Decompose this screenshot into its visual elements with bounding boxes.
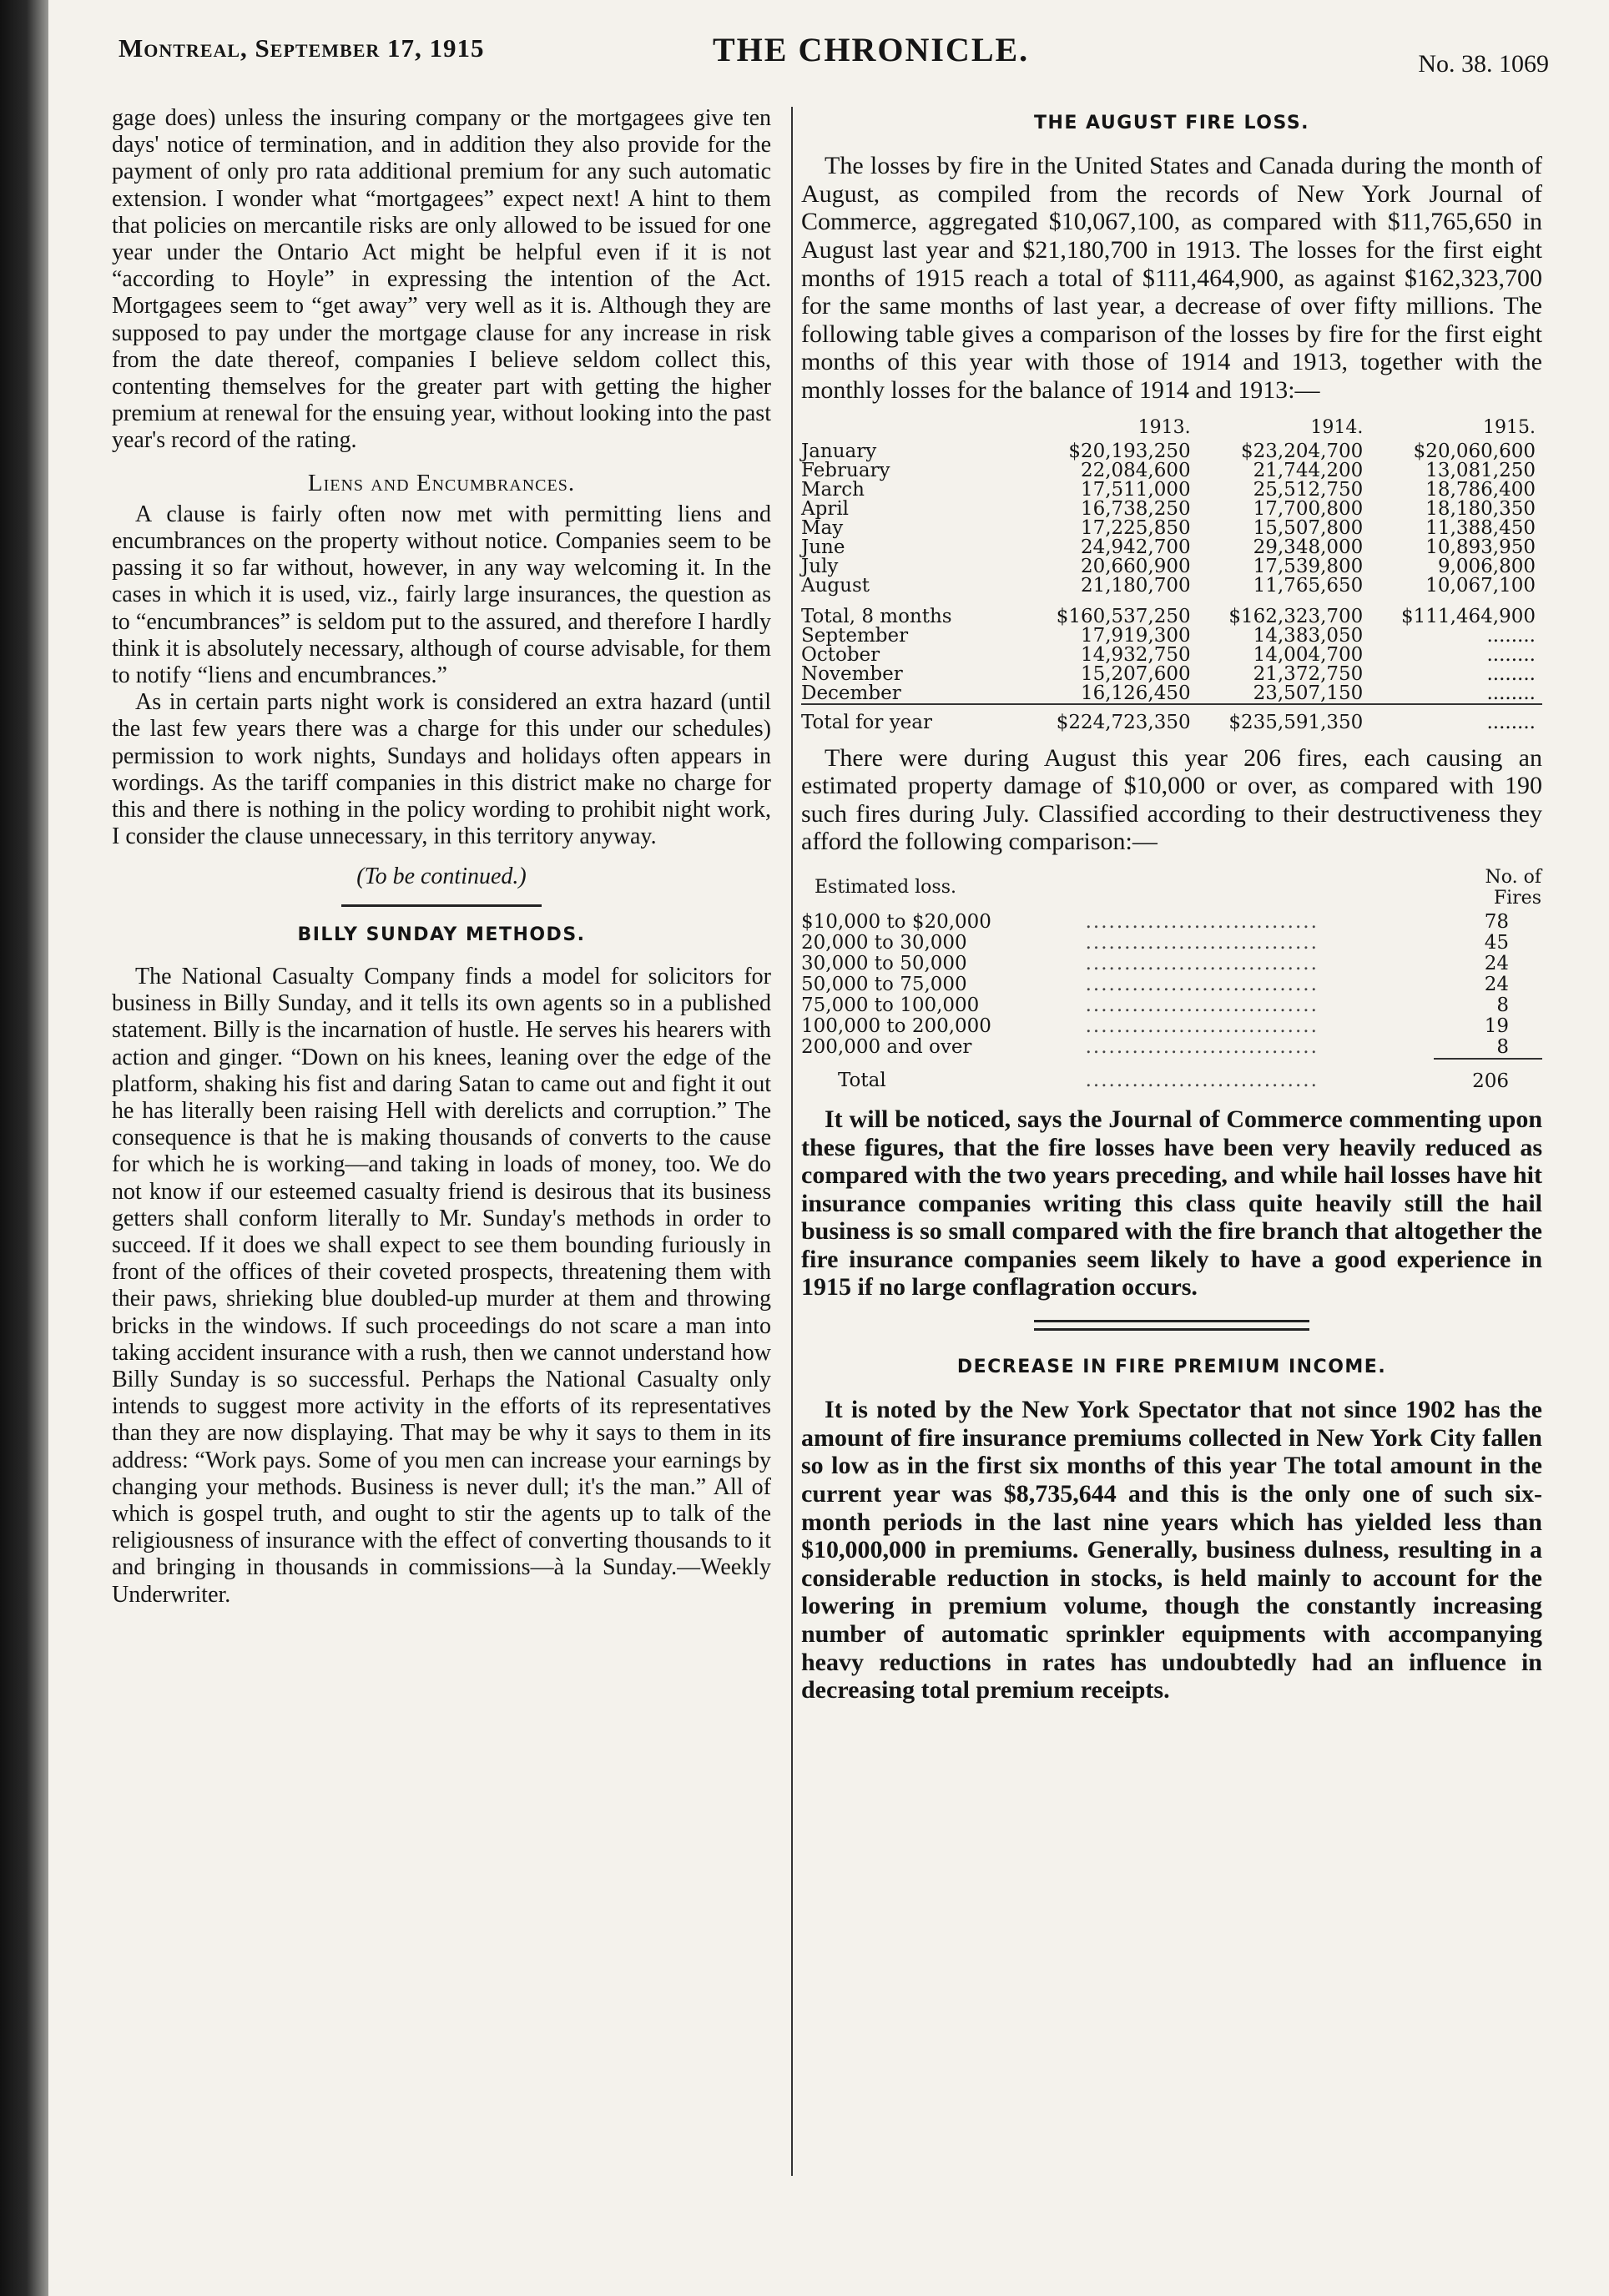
table-row: [801, 461, 1542, 481]
loss-1915: ........: [1486, 624, 1536, 647]
loss-1913: 17,225,850: [1080, 516, 1191, 539]
table-row: [801, 912, 1542, 933]
losses-total-8-body: [801, 596, 1542, 627]
loss-range-label: 75,000 to 100,000: [801, 994, 980, 1016]
loss-1914: 17,700,800: [1253, 497, 1364, 520]
billy-sunday-paragraph: The National Casualty Company finds a model for solicitors for business in Billy Sunday, and it tells its own agents so in a published statement. Billy is the incarnation of hustle. He serves his hearers with action and ginger. “Down on his knees, leaning over the edge of the platform, shaking his fist and daring Satan to came out and fight it out he has literally been raising Hell with derelicts and corruption.” The consequence is that he is making thousands of converts to the cause for which he is working—and taking in loads of money, too. We do not know if our esteemed casualty friend is desirous that its business getters shall conform literally to Mr. Sunday's methods in order to succeed. If it does we shall expect to see them bounding furiously in front of the offices of their coveted prospects, threatening them with their paws, shrieking blue doubled-up murder at them and throwing bricks in the windows. If such proceedings do not scare a man into taking accident insurance with a rush, then we cannot understand how Billy Sunday is so successful. Perhaps the National Casualty only intends to suggest more activity in the efforts of its representatives than they are now displaying. That may be why it says to them in its address: “Work pays. Some of you men can increase your earnings by changing your methods. Business is never dull; it's the man.” All of which is gospel truth, and ought to stir the agents up to talk of the religiousness of insurance with the effect of converting thousands to it and bringing in thousands in commissions—à la Sunday.—Weekly Underwriter.: [112, 963, 771, 1608]
total-8-label: Total, 8 months: [801, 605, 952, 627]
loss-1914: 14,004,700: [1253, 643, 1364, 666]
losses-header-row: [801, 416, 1542, 442]
fires-count-paragraph: There were during August this year 206 fires, each causing an estimated property damage of $10,000 or over, as compared with 190 such fires during July. Classified according to their destructiveness they afford the following comparison:—: [801, 743, 1542, 856]
liens-paragraph: A clause is fairly often now met with permitting liens and encumbrances on the property without notice. Companies seem to be passing it so far without, however, in any way welcoming it. In the cases in which it is used, viz., fairly large insurances, the question as to “encumbrances” is seldom put to the assured, and therefore I hardly think it is absolutely necessary, although of course advisable, for them to notify “liens and encumbrances.”: [112, 501, 771, 689]
fires-total-body: [801, 1059, 1542, 1092]
estimated-loss-header: Estimated loss.: [815, 877, 956, 899]
loss-1914: 21,372,750: [1253, 662, 1364, 685]
page-binding-shadow: [0, 0, 48, 2296]
liens-heading: Liens and Encumbrances.: [307, 469, 576, 496]
loss-range-label: 50,000 to 75,000: [801, 973, 967, 995]
month-label: October: [801, 643, 880, 666]
table-row: [801, 500, 1542, 519]
month-label: November: [801, 662, 903, 685]
fire-count: 78: [1484, 910, 1509, 933]
page-header: [119, 28, 1549, 78]
total-year-1915: ........: [1369, 704, 1542, 733]
total-year-1913: $224,723,350: [1025, 704, 1198, 733]
table-row: [801, 596, 1542, 627]
total-8-1913: $160,537,250: [1056, 605, 1191, 627]
fires-by-loss-table: [801, 866, 1542, 1092]
loss-1915: 10,893,950: [1425, 536, 1536, 558]
loss-1915: 13,081,250: [1425, 459, 1536, 481]
loss-1915: 18,180,350: [1425, 497, 1536, 520]
column-divider: [791, 107, 793, 2176]
leader-dots: ..............................: [1085, 911, 1319, 933]
year-1915-header: 1915.: [1483, 416, 1536, 438]
month-label: September: [801, 624, 909, 647]
newspaper-page: [80, 0, 1582, 2296]
loss-1913: 22,084,600: [1080, 459, 1191, 481]
leader-dots: ..............................: [1085, 994, 1319, 1016]
leader-dots: ..............................: [1085, 1015, 1319, 1037]
header-title: THE CHRONICLE.: [713, 31, 1030, 68]
fires-rows-body: [801, 912, 1542, 1059]
to-be-continued: (To be continued.): [356, 864, 527, 890]
loss-1914: 25,512,750: [1253, 478, 1364, 501]
fire-count: 8: [1496, 994, 1509, 1016]
loss-1913: $20,193,250: [1068, 440, 1191, 462]
year-1914-header: 1914.: [1310, 416, 1364, 438]
loss-1915: ........: [1486, 643, 1536, 666]
loss-1914: 21,744,200: [1253, 459, 1364, 481]
loss-1913: 16,126,450: [1080, 682, 1191, 704]
month-label: June: [801, 536, 845, 558]
august-fire-loss-heading: THE AUGUST FIRE LOSS.: [1033, 113, 1310, 133]
loss-1913: 16,738,250: [1080, 497, 1191, 520]
fires-total-label: Total: [838, 1070, 886, 1092]
leader-dots: ..............................: [1085, 953, 1319, 974]
fires-header-row: [801, 866, 1542, 912]
loss-1914: 11,765,650: [1253, 574, 1364, 597]
total-8-1914: $162,323,700: [1228, 605, 1364, 627]
table-row: [801, 1059, 1542, 1092]
month-label: February: [801, 459, 890, 481]
billy-sunday-heading: BILLY SUNDAY METHODS.: [297, 924, 586, 945]
loss-range-label: $10,000 to $20,000: [801, 910, 991, 933]
table-row: [801, 684, 1542, 704]
loss-1913: 15,207,600: [1080, 662, 1191, 685]
table-row: [801, 1016, 1542, 1037]
loss-1914: 17,539,800: [1253, 555, 1364, 577]
mortgage-paragraph: gage does) unless the insuring company or the mortgagees give ten days' notice of termination, and in addition they also provide for the payment of only pro rata additional premium for any such automatic extension. I wonder what “mortgagees” expect next! A hint to them that policies on mercantile risks are only allowed to be issued for one year under the Ontario Act might be helpful even if it is not “according to Hoyle” in expressing the intention of the Act. Mortgagees seem to “get away” very well as it is. Although they are supposed to pay under the mortgage clause for any increase in risk from the date thereof, companies I believe seldom collect this, contenting themselves for the greater part with getting the higher premium at renewal for the ensuing year, without looking into the past year's record of the rating.: [112, 105, 771, 454]
month-label: December: [801, 682, 901, 704]
decrease-premium-paragraph: It is noted by the New York Spectator that not since 1902 has the amount of fire insurance premiums collected in New York City fallen so low as in the first six months of this year The total amount in the current year was $8,735,644 and this is the only one of such six-month periods in the last nine years which has yielded less than $10,000,000 in premiums. Generally, business dulness, resulting in a considerable reduction in stocks, is held mainly to account for the lowering in premium volume, though the constantly increasing number of automatic sprinkler equipments with accompanying heavy reductions in rates has undoubtedly had an influence in decreasing total premium receipts.: [801, 1396, 1542, 1704]
month-label: April: [801, 497, 850, 520]
header-page-number: No. 38. 1069: [1418, 50, 1549, 78]
loss-1914: 15,507,800: [1253, 516, 1364, 539]
decrease-premium-heading: DECREASE IN FIRE PREMIUM INCOME.: [956, 1357, 1387, 1378]
header-place-date: Montreal, September 17, 1915: [119, 33, 485, 63]
night-work-paragraph: As in certain parts night work is considered an extra hazard (until the last few years there was a charge for this under our schedules) permission to work nights, Sundays and holidays often appears in wordings. As the tariff companies in this district make no charge for this and there is nothing in the policy wording to prohibit night work, I consider the clause unnecessary, in this territory anyway.: [112, 689, 771, 850]
loss-1913: 14,932,750: [1080, 643, 1191, 666]
left-column: [112, 105, 771, 1609]
fires-total-count: 206: [1434, 1059, 1542, 1092]
loss-1915: ........: [1486, 682, 1536, 704]
loss-1913: 24,942,700: [1080, 536, 1191, 558]
right-column: [801, 105, 1542, 1704]
month-label: July: [801, 555, 839, 577]
table-row: [801, 519, 1542, 538]
loss-1913: 17,511,000: [1080, 478, 1191, 501]
month-label: January: [801, 440, 877, 462]
total-year-label: Total for year: [801, 704, 1025, 733]
loss-1915: 11,388,450: [1425, 516, 1536, 539]
table-row: [801, 538, 1542, 557]
loss-1915: 9,006,800: [1437, 555, 1536, 577]
loss-range-label: 30,000 to 50,000: [801, 952, 967, 974]
loss-1913: 20,660,900: [1080, 555, 1191, 577]
total-year-1914: $235,591,350: [1198, 704, 1370, 733]
loss-1914: 23,507,150: [1253, 682, 1364, 704]
year-1913-header: 1913.: [1137, 416, 1191, 438]
month-label: August: [801, 574, 870, 597]
table-row: [801, 665, 1542, 684]
loss-1915: 10,067,100: [1425, 574, 1536, 597]
table-row: [801, 442, 1542, 461]
losses-months-body: [801, 442, 1542, 596]
fire-count: 24: [1484, 952, 1509, 974]
double-rule: [1034, 1320, 1309, 1331]
leader-dots: ..............................: [1085, 1070, 1319, 1092]
loss-1914: 29,348,000: [1253, 536, 1364, 558]
table-row: [801, 646, 1542, 665]
journal-commentary-paragraph: It will be noticed, says the Journal of Commerce commenting upon these figures, that the fire losses have been very heavily reduced as compared with the two years preceding, and while hail losses have hit insurance companies writing this class quite heavily still the hail business is so small compared with the fire branch that altogether the fire insurance companies seem likely to have a good experience in 1915 if no large conflagration occurs.: [801, 1105, 1542, 1302]
table-row: [801, 933, 1542, 954]
section-rule: [341, 904, 542, 907]
month-label: March: [801, 478, 865, 501]
loss-range-label: 100,000 to 200,000: [801, 1015, 991, 1037]
monthly-losses-table: [801, 416, 1542, 733]
loss-1915: 18,786,400: [1425, 478, 1536, 501]
august-fire-loss-paragraph: The losses by fire in the United States and Canada during the month of August, as compiled from the records of New York Journal of Commerce, aggregated $10,067,100, as compared with $11,765,650 in August last year and $21,180,700 in 1913. The losses for the first eight months of 1915 reach a total of $111,464,900, as against $162,323,700 for the same months of last year, a decrease of over fifty millions. The following table gives a comparison of the losses by fire for the first eight months of this year with those of 1914 and 1913, together with the monthly losses for the balance of 1914 and 1913:—: [801, 152, 1542, 404]
leader-dots: ..............................: [1085, 974, 1319, 995]
table-row: [801, 974, 1542, 995]
loss-1914: 14,383,050: [1253, 624, 1364, 647]
table-row: [801, 704, 1542, 733]
table-row: [801, 1037, 1542, 1059]
table-row: [801, 557, 1542, 577]
fire-count: 24: [1484, 973, 1509, 995]
table-row: [801, 627, 1542, 646]
losses-rest-body: [801, 624, 1542, 704]
table-row: [801, 577, 1542, 596]
loss-1915: $20,060,600: [1413, 440, 1536, 462]
loss-1914: $23,204,700: [1240, 440, 1364, 462]
loss-1913: 17,919,300: [1080, 624, 1191, 647]
fire-count: 8: [1496, 1035, 1509, 1058]
losses-total-year-body: [801, 704, 1542, 733]
leader-dots: ..............................: [1085, 1036, 1319, 1059]
month-label: May: [801, 516, 844, 539]
fire-count-header: No. of Fires: [1485, 866, 1541, 909]
loss-range-label: 200,000 and over: [801, 1036, 972, 1059]
loss-1915: ........: [1486, 662, 1536, 685]
fire-count: 45: [1484, 931, 1509, 954]
loss-1913: 21,180,700: [1080, 574, 1191, 597]
leader-dots: ..............................: [1085, 932, 1319, 954]
table-row: [801, 995, 1542, 1016]
table-row: [801, 954, 1542, 974]
fire-count: 19: [1484, 1015, 1509, 1037]
table-row: [801, 481, 1542, 500]
loss-range-label: 20,000 to 30,000: [801, 931, 967, 954]
total-8-1915: $111,464,900: [1401, 605, 1536, 627]
